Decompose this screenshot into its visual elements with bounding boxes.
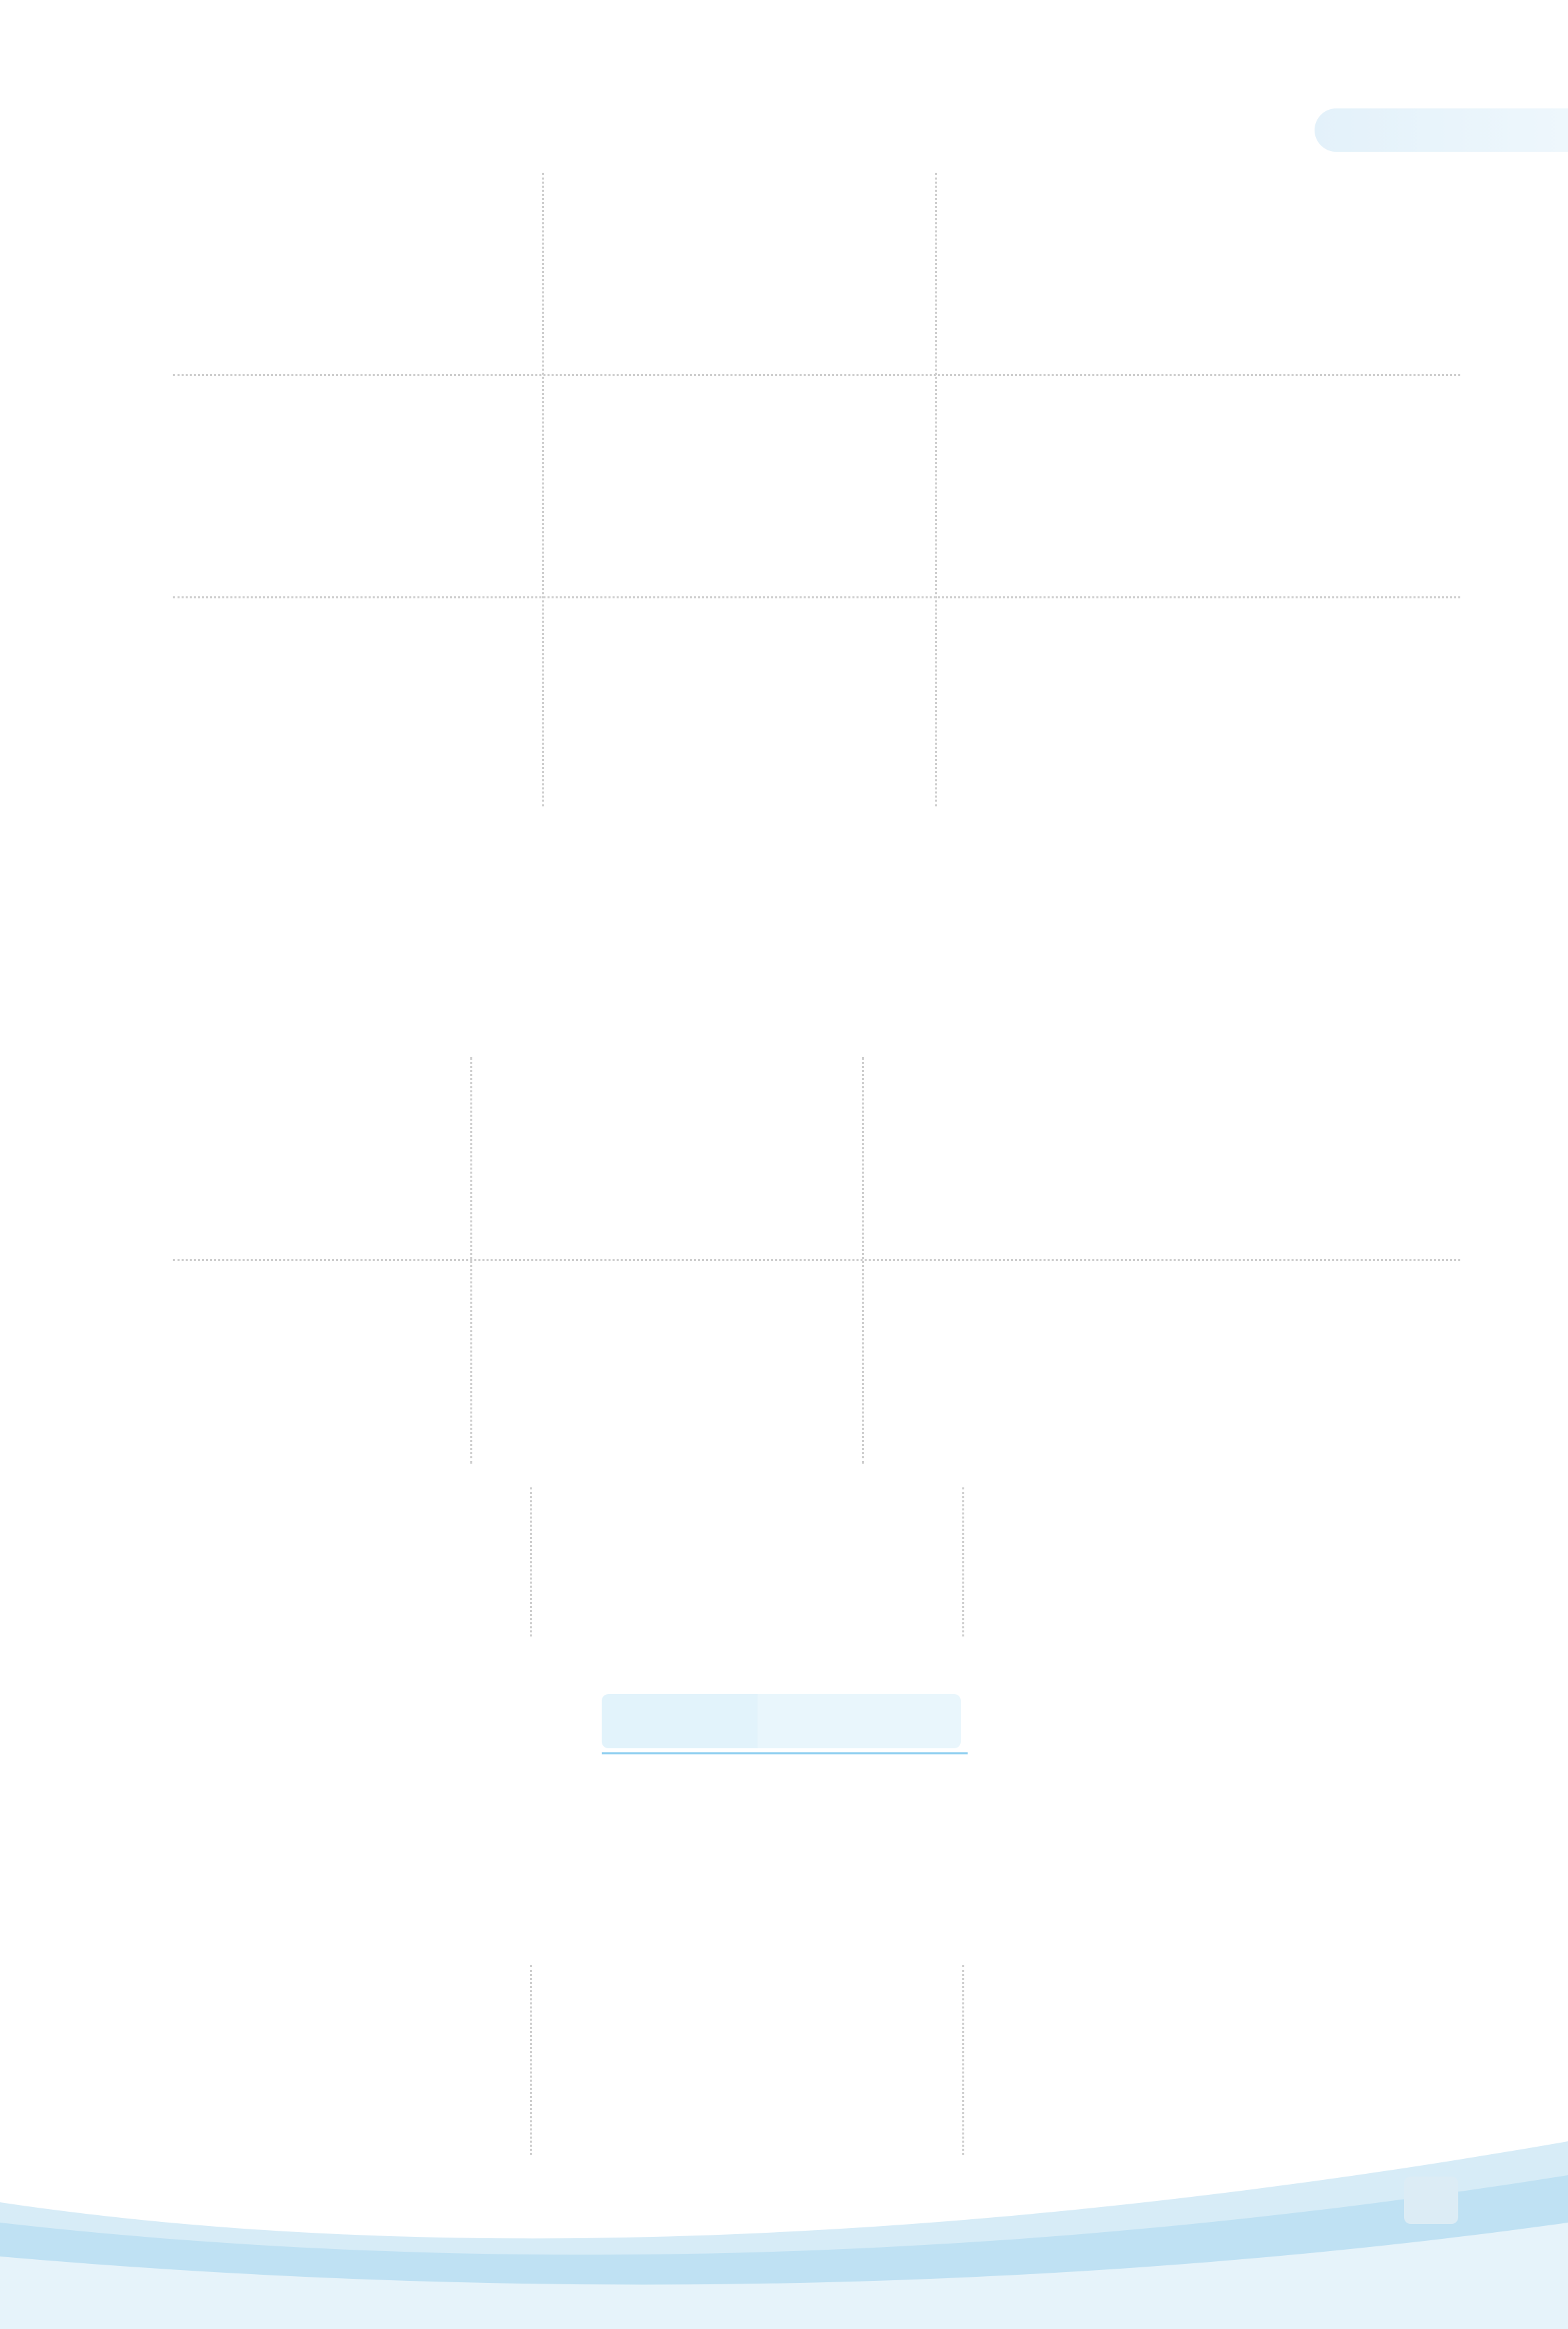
banner-left-bg: [602, 1694, 758, 1748]
column-divider: [530, 1487, 532, 1636]
banner-right-bg: [758, 1694, 961, 1748]
row-divider: [173, 596, 1460, 598]
bottom-wave-decoration: [0, 2114, 1568, 2329]
page-number: [1404, 2177, 1458, 2224]
column-divider: [542, 173, 544, 806]
banner-underline: [602, 1752, 968, 1754]
column-divider: [962, 1487, 964, 1636]
row-divider: [173, 374, 1460, 376]
row-divider: [173, 1259, 1460, 1261]
answer-key-tag: [1315, 108, 1568, 152]
unit5-banner: [602, 1694, 968, 1755]
column-divider: [935, 173, 937, 806]
